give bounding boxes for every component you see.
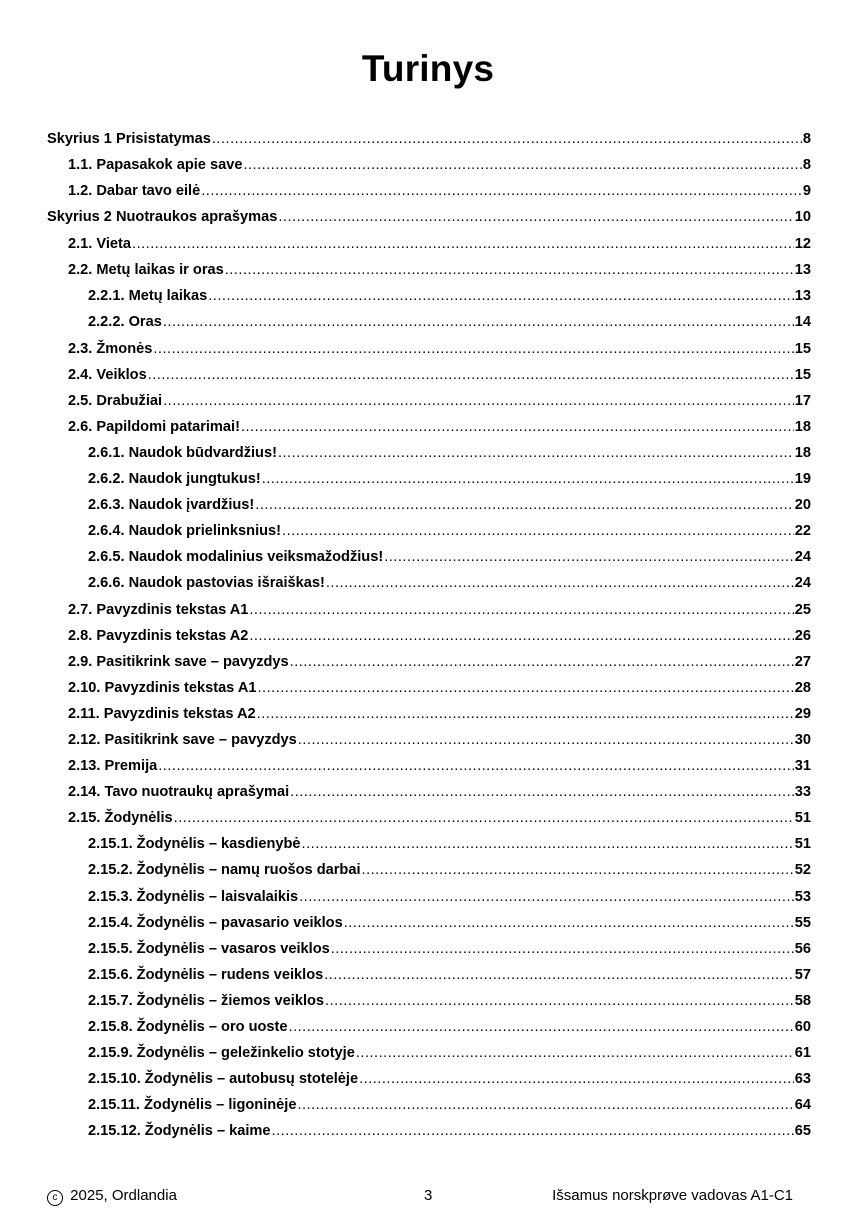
toc-dot-leader bbox=[241, 414, 794, 440]
toc-entry-label: 2.15.9. Žodynėlis – geležinkelio stotyje bbox=[88, 1045, 355, 1062]
toc-dot-leader bbox=[201, 178, 802, 204]
toc-entry-label: 1.1. Papasakok apie save bbox=[68, 157, 243, 173]
toc-entry-page: 24 bbox=[794, 549, 811, 566]
footer-book-title: Išsamus norskprøve vadovas A1-C1 bbox=[552, 1187, 793, 1204]
toc-entry-label: 2.14. Tavo nuotraukų aprašymai bbox=[68, 784, 290, 801]
table-of-contents bbox=[47, 126, 811, 1144]
toc-dot-leader bbox=[212, 126, 802, 152]
toc-entry[interactable] bbox=[47, 1040, 811, 1066]
toc-entry-page: 9 bbox=[802, 183, 811, 200]
toc-entry[interactable] bbox=[47, 884, 811, 910]
toc-entry-label: 2.15.5. Žodynėlis – vasaros veiklos bbox=[88, 940, 330, 957]
toc-entry[interactable] bbox=[47, 388, 811, 414]
toc-dot-leader bbox=[359, 1066, 794, 1092]
toc-dot-leader bbox=[272, 1118, 794, 1144]
toc-entry[interactable] bbox=[47, 1014, 811, 1040]
toc-dot-leader bbox=[298, 727, 794, 753]
toc-dot-leader bbox=[163, 309, 794, 335]
toc-dot-leader bbox=[208, 283, 794, 309]
toc-entry[interactable] bbox=[47, 440, 811, 466]
toc-entry-page: 29 bbox=[794, 705, 811, 722]
toc-entry-label: 2.15.11. Žodynėlis – ligoninėje bbox=[88, 1097, 297, 1114]
toc-entry-label: 2.7. Pavyzdinis tekstas A1 bbox=[68, 601, 249, 618]
toc-dot-leader bbox=[297, 1092, 793, 1118]
toc-dot-leader bbox=[148, 362, 794, 388]
toc-entry[interactable] bbox=[47, 831, 811, 857]
toc-entry[interactable] bbox=[47, 1066, 811, 1092]
toc-entry-page: 13 bbox=[794, 288, 811, 305]
toc-dot-leader bbox=[356, 1040, 794, 1066]
toc-entry[interactable] bbox=[47, 231, 811, 257]
toc-entry-page: 25 bbox=[794, 601, 811, 618]
toc-entry-page: 33 bbox=[794, 784, 811, 801]
toc-entry[interactable] bbox=[47, 309, 811, 335]
toc-entry[interactable] bbox=[47, 805, 811, 831]
copyright-icon: c bbox=[47, 1190, 63, 1206]
toc-entry-label: 2.15.10. Žodynėlis – autobusų stotelėje bbox=[88, 1071, 359, 1088]
toc-entry-page: 22 bbox=[794, 523, 811, 540]
toc-entry-label: 2.15.12. Žodynėlis – kaime bbox=[88, 1123, 271, 1140]
toc-dot-leader bbox=[257, 701, 794, 727]
toc-entry-page: 60 bbox=[794, 1019, 811, 1035]
toc-dot-leader bbox=[257, 675, 793, 701]
toc-dot-leader bbox=[331, 936, 794, 962]
toc-entry-page: 18 bbox=[794, 444, 811, 461]
toc-entry-label: 2.6.1. Naudok būdvardžius! bbox=[88, 444, 277, 461]
toc-dot-leader bbox=[243, 152, 801, 178]
toc-entry-label: 2.6.2. Naudok jungtukus! bbox=[88, 471, 261, 488]
toc-entry-label: 2.6. Papildomi patarimai! bbox=[68, 418, 240, 435]
toc-dot-leader bbox=[289, 1014, 794, 1040]
toc-entry[interactable] bbox=[47, 597, 811, 623]
toc-entry[interactable] bbox=[47, 283, 811, 309]
toc-entry[interactable] bbox=[47, 414, 811, 440]
toc-entry-label: 2.15.7. Žodynėlis – žiemos veiklos bbox=[88, 992, 325, 1009]
toc-entry-page: 24 bbox=[794, 575, 811, 592]
toc-entry-label: 2.6.3. Naudok įvardžius! bbox=[88, 497, 255, 514]
copyright-text: 2025, Ordlandia bbox=[70, 1187, 177, 1204]
toc-dot-leader bbox=[163, 388, 794, 414]
toc-entry-page: 26 bbox=[794, 627, 811, 644]
toc-entry-page: 15 bbox=[794, 340, 811, 357]
toc-entry-label: 1.2. Dabar tavo eilė bbox=[68, 183, 201, 200]
toc-dot-leader bbox=[249, 623, 793, 649]
toc-entry-page: 13 bbox=[794, 262, 811, 279]
toc-entry-page: 57 bbox=[794, 966, 811, 983]
toc-entry-label: 2.15.8. Žodynėlis – oro uoste bbox=[88, 1019, 288, 1035]
toc-entry[interactable] bbox=[47, 988, 811, 1014]
toc-entry-page: 30 bbox=[794, 731, 811, 748]
toc-entry[interactable] bbox=[47, 649, 811, 675]
toc-entry-page: 51 bbox=[794, 836, 811, 853]
toc-entry-page: 28 bbox=[794, 679, 811, 696]
toc-entry[interactable] bbox=[47, 857, 811, 883]
toc-entry-page: 63 bbox=[794, 1071, 811, 1088]
toc-entry-label: 2.8. Pavyzdinis tekstas A2 bbox=[68, 627, 249, 644]
toc-dot-leader bbox=[255, 492, 794, 518]
toc-entry-page: 58 bbox=[794, 992, 811, 1009]
toc-entry[interactable] bbox=[47, 675, 811, 701]
toc-dot-leader bbox=[132, 231, 794, 257]
toc-entry-page: 52 bbox=[794, 862, 811, 879]
toc-entry[interactable] bbox=[47, 204, 811, 231]
toc-entry-page: 19 bbox=[794, 471, 811, 488]
toc-dot-leader bbox=[249, 597, 793, 623]
toc-entry-page: 12 bbox=[794, 236, 811, 253]
toc-entry[interactable] bbox=[47, 152, 811, 178]
toc-dot-leader bbox=[299, 884, 794, 910]
toc-entry-page: 20 bbox=[794, 497, 811, 514]
page-footer bbox=[47, 1187, 793, 1206]
toc-dot-leader bbox=[278, 204, 793, 231]
toc-entry-label: 2.6.4. Naudok prielinksnius! bbox=[88, 523, 282, 540]
toc-entry-label: 2.15.2. Žodynėlis – namų ruošos darbai bbox=[88, 862, 361, 879]
toc-entry-label: 2.2.2. Oras bbox=[88, 314, 162, 331]
toc-dot-leader bbox=[290, 779, 794, 805]
toc-entry[interactable] bbox=[47, 1092, 811, 1118]
toc-dot-leader bbox=[384, 544, 794, 570]
toc-entry-page: 8 bbox=[802, 157, 811, 173]
toc-dot-leader bbox=[278, 440, 794, 466]
toc-entry-page: 17 bbox=[794, 392, 811, 409]
toc-entry-page: 10 bbox=[794, 209, 811, 226]
toc-entry-label: Skyrius 2 Nuotraukos aprašymas bbox=[47, 209, 278, 226]
toc-entry[interactable] bbox=[47, 362, 811, 388]
toc-entry[interactable] bbox=[47, 936, 811, 962]
toc-entry-label: 2.5. Drabužiai bbox=[68, 392, 163, 409]
toc-entry[interactable] bbox=[47, 753, 811, 779]
toc-entry[interactable] bbox=[47, 257, 811, 283]
toc-entry-label: 2.13. Premija bbox=[68, 758, 158, 775]
toc-entry-label: 2.12. Pasitikrink save – pavyzdys bbox=[68, 731, 297, 748]
toc-entry[interactable] bbox=[47, 779, 811, 805]
toc-entry-page: 14 bbox=[794, 314, 811, 331]
toc-entry[interactable] bbox=[47, 178, 811, 204]
toc-entry[interactable] bbox=[47, 910, 811, 936]
toc-dot-leader bbox=[158, 753, 794, 779]
toc-entry-label: 2.2. Metų laikas ir oras bbox=[68, 262, 224, 279]
toc-entry-label: 2.15.3. Žodynėlis – laisvalaikis bbox=[88, 888, 299, 905]
toc-dot-leader bbox=[362, 857, 794, 883]
toc-dot-leader bbox=[282, 518, 794, 544]
toc-entry[interactable] bbox=[47, 962, 811, 988]
toc-entry-page: 15 bbox=[794, 366, 811, 383]
toc-dot-leader bbox=[225, 257, 794, 283]
toc-entry-label: 2.6.5. Naudok modalinius veiksmažodžius! bbox=[88, 549, 384, 566]
toc-dot-leader bbox=[153, 336, 793, 362]
page-title: Turinys bbox=[361, 48, 495, 89]
toc-entry-label: 2.1. Vieta bbox=[68, 236, 132, 253]
toc-entry-label: 2.4. Veiklos bbox=[68, 366, 147, 383]
toc-entry-page: 31 bbox=[794, 758, 811, 775]
toc-entry-label: 2.11. Pavyzdinis tekstas A2 bbox=[68, 705, 256, 722]
toc-entry-page: 53 bbox=[794, 888, 811, 905]
footer-copyright bbox=[47, 1187, 177, 1206]
toc-entry[interactable] bbox=[47, 336, 811, 362]
toc-entry-label: 2.2.1. Metų laikas bbox=[88, 288, 208, 305]
toc-entry[interactable] bbox=[47, 701, 811, 727]
toc-entry-page: 56 bbox=[794, 940, 811, 957]
toc-entry-label: 2.3. Žmonės bbox=[68, 340, 153, 357]
toc-dot-leader bbox=[302, 831, 794, 857]
toc-entry[interactable] bbox=[47, 570, 811, 596]
toc-entry-label: 2.6.6. Naudok pastovias išraiškas! bbox=[88, 575, 325, 592]
toc-entry-page: 27 bbox=[794, 653, 811, 670]
toc-entry-page: 65 bbox=[794, 1123, 811, 1140]
toc-entry-page: 64 bbox=[794, 1097, 811, 1114]
toc-entry[interactable] bbox=[47, 727, 811, 753]
toc-entry[interactable] bbox=[47, 623, 811, 649]
toc-dot-leader bbox=[324, 962, 794, 988]
toc-entry[interactable] bbox=[47, 126, 811, 152]
toc-entry[interactable] bbox=[47, 466, 811, 492]
toc-entry[interactable] bbox=[47, 518, 811, 544]
toc-entry-label: 2.15.1. Žodynėlis – kasdienybė bbox=[88, 836, 301, 853]
toc-entry-label: Skyrius 1 Prisistatymas bbox=[47, 131, 211, 147]
toc-dot-leader bbox=[325, 988, 794, 1014]
toc-dot-leader bbox=[326, 570, 794, 596]
toc-dot-leader bbox=[262, 466, 794, 492]
toc-entry-page: 8 bbox=[802, 131, 811, 147]
toc-entry-page: 55 bbox=[794, 914, 811, 931]
toc-dot-leader bbox=[290, 649, 794, 675]
footer-page-number: 3 bbox=[424, 1187, 433, 1204]
toc-entry-page: 61 bbox=[794, 1045, 811, 1062]
toc-entry-page: 51 bbox=[794, 810, 811, 827]
toc-entry-label: 2.15. Žodynėlis bbox=[68, 810, 173, 827]
toc-entry-label: 2.15.6. Žodynėlis – rudens veiklos bbox=[88, 966, 324, 983]
toc-entry[interactable] bbox=[47, 544, 811, 570]
toc-entry-label: 2.15.4. Žodynėlis – pavasario veiklos bbox=[88, 914, 343, 931]
toc-entry-label: 2.9. Pasitikrink save – pavyzdys bbox=[68, 653, 289, 670]
toc-entry-page: 18 bbox=[794, 418, 811, 435]
toc-entry[interactable] bbox=[47, 1118, 811, 1144]
toc-entry[interactable] bbox=[47, 492, 811, 518]
toc-dot-leader bbox=[344, 910, 794, 936]
toc-entry-label: 2.10. Pavyzdinis tekstas A1 bbox=[68, 679, 257, 696]
toc-dot-leader bbox=[174, 805, 794, 831]
